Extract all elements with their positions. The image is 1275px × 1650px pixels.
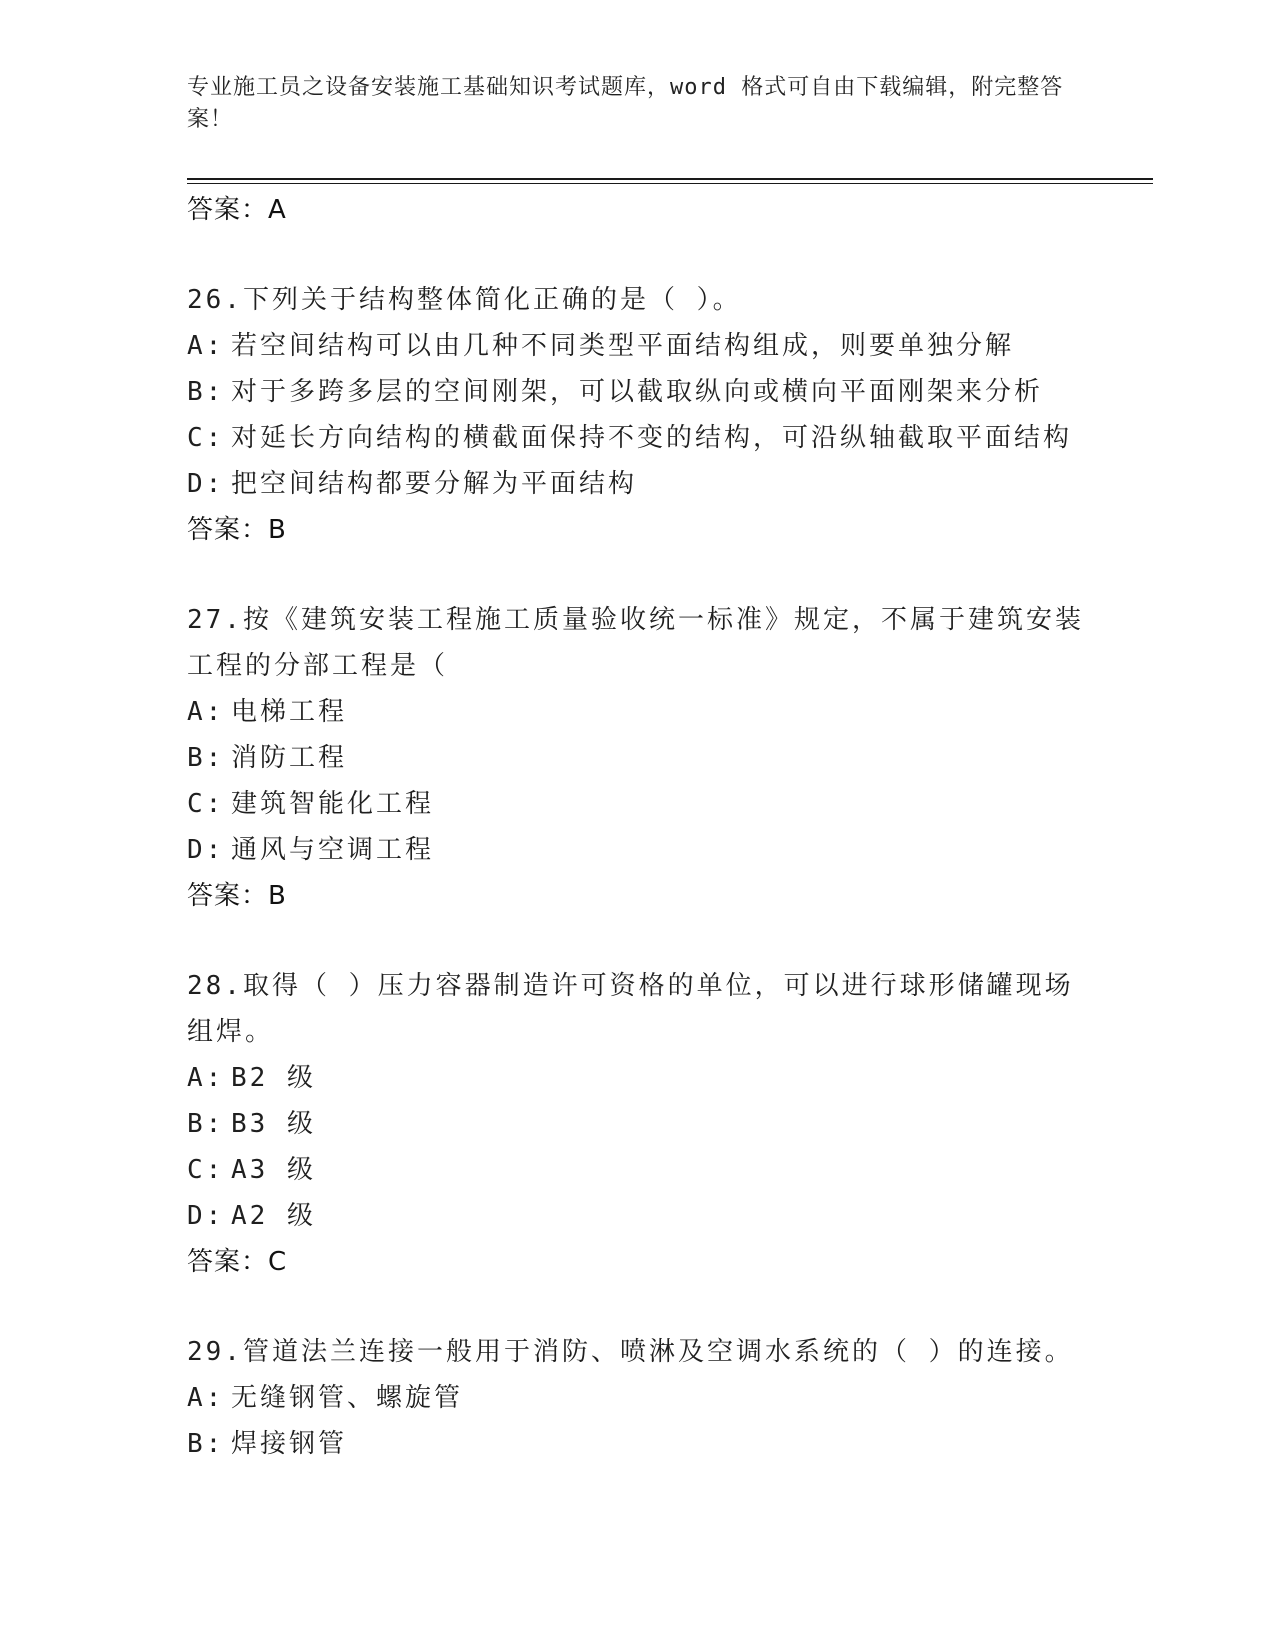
- answer-line: 答案：B: [187, 515, 287, 545]
- option-key: A:: [187, 1063, 225, 1093]
- option-text: 把空间结构都要分解为平面结构: [231, 469, 638, 499]
- option-key: C:: [187, 1155, 225, 1185]
- header-divider-thin: [187, 183, 1153, 184]
- option-key: D:: [187, 1201, 225, 1231]
- option-text: 建筑智能化工程: [231, 789, 435, 819]
- option-text: A2 级: [231, 1201, 316, 1231]
- option-text: 对延长方向结构的横截面保持不变的结构，可沿纵轴截取平面结构: [231, 423, 1073, 453]
- option-b: [187, 1421, 1087, 1467]
- option-text: B2 级: [231, 1063, 316, 1093]
- option-c: [187, 415, 1087, 461]
- question-spacer: [187, 233, 1087, 277]
- option-c: [187, 1147, 1087, 1193]
- option-a: [187, 1375, 1087, 1421]
- header-divider-thick: [187, 178, 1153, 180]
- option-text: 消防工程: [231, 743, 348, 773]
- option-text: 若空间结构可以由几种不同类型平面结构组成，则要单独分解: [231, 331, 1015, 361]
- option-text: 焊接钢管: [231, 1429, 348, 1459]
- document-header: 专业施工员之设备安装施工基础知识考试题库，word 格式可自由下载编辑，附完整答案！: [187, 75, 1064, 132]
- question-stem: 29.管道法兰连接一般用于消防、喷淋及空调水系统的（ ）的连接。: [187, 1337, 1074, 1367]
- option-b: [187, 369, 1087, 415]
- option-d: [187, 1193, 1087, 1239]
- answer-line: 答案：C: [187, 1247, 288, 1277]
- question-stem: 27.按《建筑安装工程施工质量验收统一标准》规定，不属于建筑安装工程的分部工程是（: [187, 605, 1084, 681]
- question-list: [187, 187, 1087, 1467]
- option-key: B:: [187, 377, 225, 407]
- option-text: 对于多跨多层的空间刚架，可以截取纵向或横向平面刚架来分析: [231, 377, 1044, 407]
- option-a: [187, 1055, 1087, 1101]
- question-stem: 28.取得（ ）压力容器制造许可资格的单位，可以进行球形储罐现场组焊。: [187, 971, 1074, 1047]
- option-key: C:: [187, 789, 225, 819]
- question-29: [187, 1329, 1087, 1467]
- option-text: 通风与空调工程: [231, 835, 435, 865]
- option-text: 电梯工程: [231, 697, 348, 727]
- option-key: B:: [187, 1429, 225, 1459]
- option-b: [187, 1101, 1087, 1147]
- option-key: D:: [187, 469, 225, 499]
- answer-line: 答案：B: [187, 881, 287, 911]
- question-26: [187, 277, 1087, 553]
- question-spacer: [187, 919, 1087, 963]
- option-d: [187, 827, 1087, 873]
- option-a: [187, 689, 1087, 735]
- option-key: A:: [187, 697, 225, 727]
- option-key: A:: [187, 1383, 225, 1413]
- option-key: C:: [187, 423, 225, 453]
- question-28: [187, 963, 1087, 1285]
- option-b: [187, 735, 1087, 781]
- question-spacer: [187, 553, 1087, 597]
- option-text: B3 级: [231, 1109, 316, 1139]
- option-key: B:: [187, 1109, 225, 1139]
- option-text: 无缝钢管、螺旋管: [231, 1383, 464, 1413]
- question-spacer: [187, 1285, 1087, 1329]
- option-text: A3 级: [231, 1155, 316, 1185]
- option-a: [187, 323, 1087, 369]
- option-c: [187, 781, 1087, 827]
- option-d: [187, 461, 1087, 507]
- option-key: A:: [187, 331, 225, 361]
- answer-line: 答案：A: [187, 195, 287, 225]
- option-key: B:: [187, 743, 225, 773]
- question-27: [187, 597, 1087, 919]
- option-key: D:: [187, 835, 225, 865]
- question-stem: 26.下列关于结构整体简化正确的是（ ）。: [187, 285, 742, 315]
